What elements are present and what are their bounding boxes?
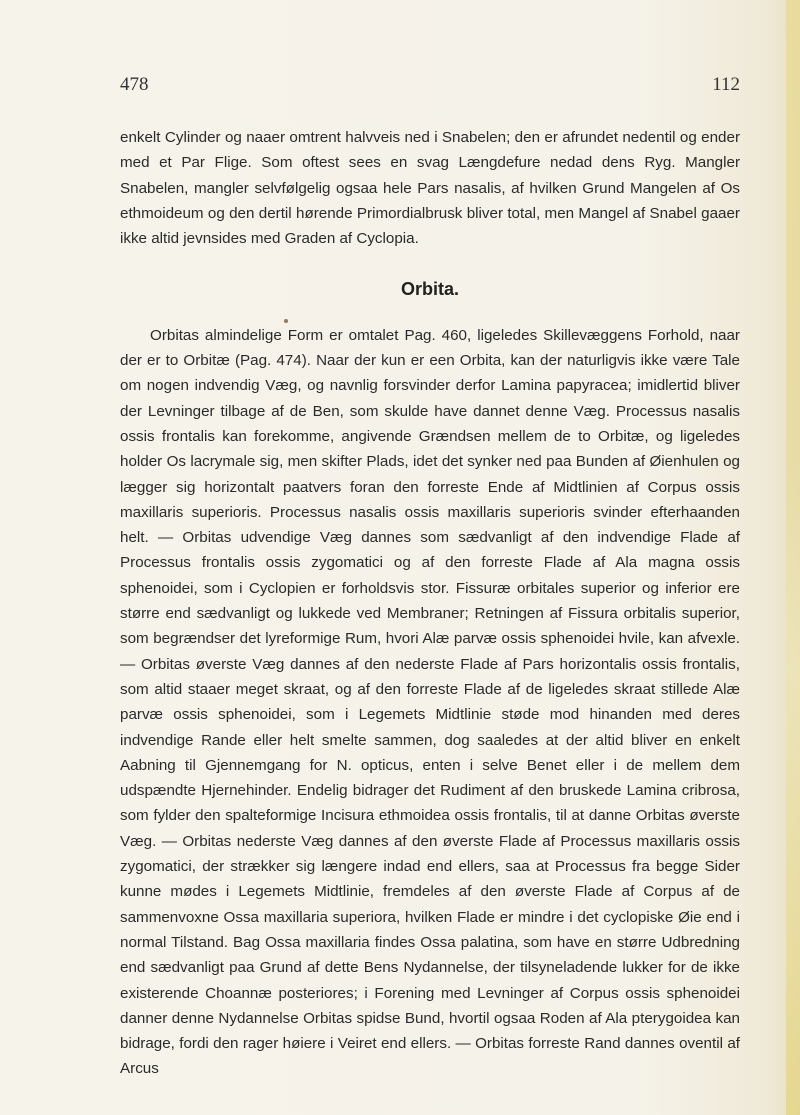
orbita-paragraph: Orbitas almindelige Form er omtalet Pag. 460, ligeledes Skillevæggens Forhold, naar der er to Orbitæ (Pag. 474). Naar der kun er een Orbita, kan der naturligvis ikke være Tale om nogen indvendig Væg, og navnlig forsvinder derfor Lamina papyracea; imidlertid bliver der Levninger tilbage af de Ben, som skulde have dannet denne Væg. Processus nasalis ossis frontalis kan forekomme, angivende Grændsen mellem de to Orbitæ, og ligeledes holder Os lacrymale sig, men skifter Plads, idet det synker ned paa Bunden af Øienhulen og lægger sig horizontalt paatvers foran den forreste Ende af Midtlinien af Corpus ossis maxillaris superioris. Processus nasalis ossis maxillaris superioris svinder efterhaanden helt. — Orbitas udvendige Væg dannes som sædvanligt af den indvendige Flade af Processus frontalis ossis zygomatici og af den forreste Flade af Ala magna ossis sphenoidei, som i Cyclopien er forholdsvis stor. Fissuræ orbitales superior og inferior ere større end sædvanligt og lukkede ved Membraner; Retningen af Fissura orbitalis superior, som begrændser det lyreformige Rum, hvori Alæ parvæ ossis sphenoidei hvile, kan afvexle. — Orbitas øverste Væg dannes af den nederste Flade af Pars horizontalis ossis frontalis, som altid staaer meget skraat, og af den forreste Flade af de ligeledes skraat stillede Alæ parvæ ossis sphenoidei, som i Legemets Midtlinie støde mod hinanden med deres indvendige Rande eller helt smelte sammen, dog saaledes at der altid bliver en enkelt Aabning til Gjennemgang for N. opticus, enten i selve Benet eller i de mellem dem udspændte Hjernehinder. Endelig bidrager det Rudiment af den bruskede Lamina cribrosa, som fylder den spalteformige Incisura ethmoidea ossis frontalis, til at danne Orbitas øverste Væg. — Orbitas nederste Væg dannes af den øverste Flade af Processus maxillaris ossis zygomatici, der strækker sig længere indad end ellers, saa at Processus fra begge Sider kunne mødes i Legemets Midtlinie, fremdeles af den øverste Flade af Corpus af de sammenvoxne Ossa maxillaria superiora, hvilken Flade er mindre i det cyclopiske Øie end i normal Tilstand. Bag Ossa maxillaria findes Ossa palatina, som have en større Udbredning end sædvanligt paa Grund af dette Bens Nydannelse, der tilsyneladende lukker for de ikke existerende Choannæ posteriores; i Forening med Levninger af Corpus ossis sphenoidei danner denne Nydannelse Orbitas spidse Bund, hvortil ogsaa Roden af Ala pterygoidea kan bidrage, fordi den rager høiere i Veiret end ellers. — Orbitas forreste Rand dannes oventil af Arcus	[120, 326, 740, 1078]
running-header	[120, 74, 740, 104]
page-edge-stain	[786, 0, 800, 1115]
body-text	[120, 125, 740, 1082]
section-heading: Orbita.	[400, 279, 459, 300]
intro-paragraph: enkelt Cylinder og naaer omtrent halvveis ned i Snabelen; den er afrundet nedentil og ender med et Par Flige. Som oftest sees en svag Længdefure nedad dens Ryg. Mangler Snabelen, mangler selvfølgelig ogsaa hele Pars nasalis, af hvilken Grund Mangelen af Os ethmoideum og den dertil hørende Primordialbrusk bliver total, men Mangel af Snabel gaaer ikke altid jevnsides med Graden af Cyclopia.	[120, 129, 740, 248]
page-number-right: 112	[712, 74, 740, 95]
page-number-left: 478	[120, 74, 149, 95]
